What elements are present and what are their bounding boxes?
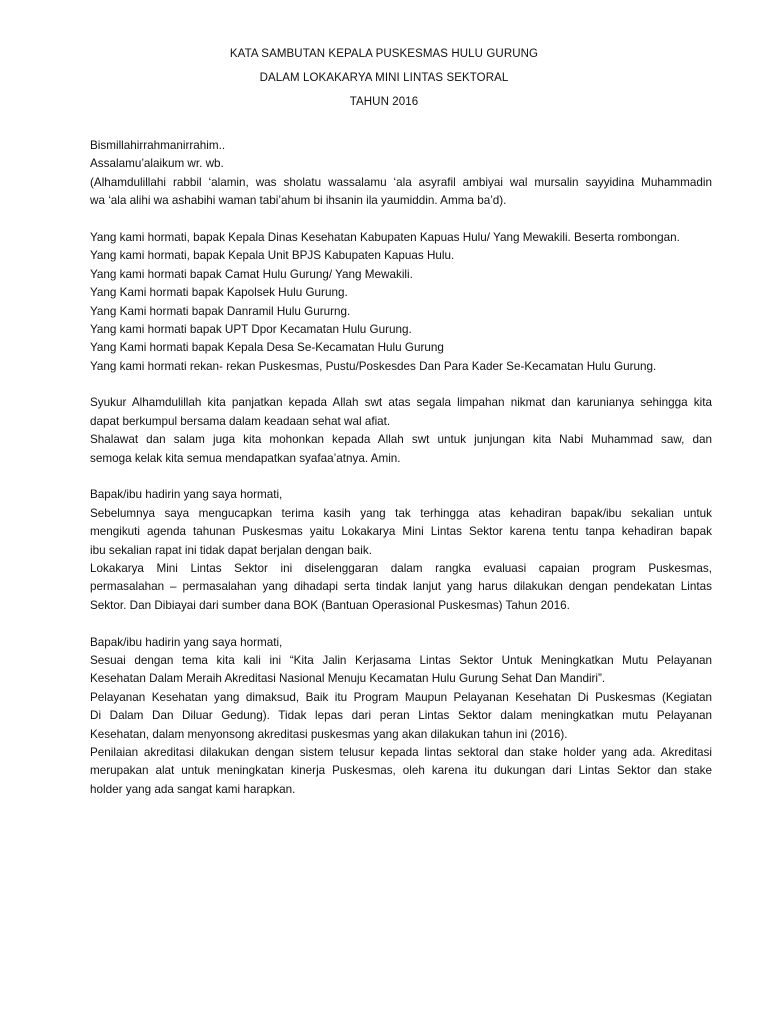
greeting-line: Yang kami hormati, bapak Kepala Dinas Kesehatan Kabupaten Kapuas Hulu/ Yang Mewakili. Beserta rombongan.	[90, 230, 680, 244]
greeting-line: Yang Kami hormati bapak Kapolsek Hulu Gurung.	[90, 286, 348, 300]
gratitude-line: dapat berkumpul bersama dalam keadaan sehat wal afiat.	[90, 414, 391, 428]
section-2-line: Kesehatan, dalam menyonsong akreditasi puskesmas yang akan dilakukan tahun ini (2016).	[90, 727, 568, 741]
salam-line: Assalamu’alaikum wr. wb.	[90, 157, 224, 171]
greeting-line: Yang kami hormati rekan- rekan Puskesmas, Pustu/Poskesdes Dan Para Kader Se-Kecamatan Hulu Gurung.	[90, 359, 657, 373]
gratitude-line: Syukur Alhamdulillah kita panjatkan kepada Allah swt atas segala limpahan nikmat dan karunianya sehingga kita	[90, 396, 712, 410]
section-1-line: Sektor. Dan Dibiayai dari sumber dana BOK (Bantuan Operasional Puskesmas) Tahun 2016.	[90, 598, 570, 612]
section-2-line: Penilaian akreditasi dilakukan dengan sistem telusur kepada lintas sektoral dan stake holder yang ada. Akreditasi	[90, 745, 712, 759]
section-2-line: Kesehatan Dalam Meraih Akreditasi Nasional Menuju Kecamatan Hulu Gurung Sehat Dan Mandiri”.	[90, 672, 606, 686]
section-2-line: Pelayanan Kesehatan yang dimaksud, Baik itu Program Maupun Pelayanan Kesehatan Di Puskesmas (Kegiatan	[90, 690, 712, 704]
paragraph-gap	[90, 615, 712, 633]
greeting-line: Yang Kami hormati bapak Danramil Hulu Gururng.	[90, 304, 351, 318]
paragraph-gap	[90, 211, 712, 229]
gratitude-paragraph	[90, 394, 712, 468]
basmalah-line: Bismillahirrahmanirrahim..	[90, 139, 226, 152]
section-1-line: Sebelumnya saya mengucapkan terima kasih yang tak terhingga atas kehadiran bapak/ibu sekalian untuk	[90, 506, 712, 520]
greeting-line: Yang kami hormati bapak Camat Hulu Gurung/ Yang Mewakili.	[90, 267, 413, 281]
gratitude-line: semoga kelak kita semua mendapatkan syafaa’atnya. Amin.	[90, 451, 401, 465]
opening-text-line: (Alhamdulillahi rabbil ‘alamin, was sholatu wassalamu ‘ala asyrafil ambiyai wal mursalin sayyidina Muhammadin	[90, 175, 712, 189]
document-title-line-1: KATA SAMBUTAN KEPALA PUSKESMAS HULU GURUNG	[229, 48, 539, 60]
section-1-line: ibu sekalian rapat ini tidak dapat berjalan dengan baik.	[90, 543, 372, 557]
greeting-line: Yang kami hormati, bapak Kepala Unit BPJS Kabupaten Kapuas Hulu.	[90, 249, 455, 263]
document-title-line-3: TAHUN 2016	[349, 96, 419, 108]
document-title-line-2: DALAM LOKAKARYA MINI LINTAS SEKTORAL	[259, 72, 509, 84]
salutation-line: Bapak/ibu hadirin yang saya hormati,	[90, 488, 283, 502]
salutation-line: Bapak/ibu hadirin yang saya hormati,	[90, 635, 283, 649]
section-1-line: mengikuti agenda tahunan Puskesmas yaitu Lokakarya Mini Lintas Sektor karena tentu tanpa kehadiran bapak	[90, 525, 712, 539]
greetings-list	[90, 229, 712, 376]
greeting-line: Yang kami hormati bapak UPT Dpor Kecamatan Hulu Gurung.	[90, 322, 412, 336]
opening-text-line: wa ‘ala alihi wa ashabihi waman tabi’ahum bi ihsanin ila yaumiddin. Amma ba’d).	[90, 194, 507, 208]
section-2-line: Di Dalam Dan Diluar Gedung). Tidak lepas dari peran Lintas Sektor dalam meningkatkan mutu Pelayanan	[90, 709, 712, 723]
section-1-line: Lokakarya Mini Lintas Sektor ini diselenggaran dalam rangka evaluasi capaian program Puskesmas,	[90, 561, 712, 575]
section-2-line: merupakan alat untuk meningkatan kinerja Puskesmas, oleh karena itu dukungan dari Lintas Sektor dan stake	[90, 764, 712, 778]
gratitude-line: Shalawat dan salam juga kita mohonkan kepada Allah swt untuk junjungan kita Nabi Muhammad saw, dan	[90, 433, 712, 447]
document-body	[90, 137, 712, 799]
section-2-line: holder yang ada sangat kami harapkan.	[90, 782, 296, 796]
section-1	[90, 486, 712, 615]
section-2-line: Sesuai dengan tema kita kali ini “Kita Jalin Kerjasama Lintas Sektor Untuk Meningkatkan Mutu Pelayanan	[90, 653, 712, 667]
section-1-line: permasalahan – permasalahan yang dihadapi serta tindak lanjut yang harus dilakukan dengan pendekatan Lintas	[90, 580, 712, 594]
paragraph-gap	[90, 468, 712, 486]
greeting-line: Yang Kami hormati bapak Kepala Desa Se-Kecamatan Hulu Gurung	[90, 341, 444, 355]
opening-paragraph	[90, 137, 712, 211]
paragraph-gap	[90, 376, 712, 394]
section-2	[90, 634, 712, 800]
